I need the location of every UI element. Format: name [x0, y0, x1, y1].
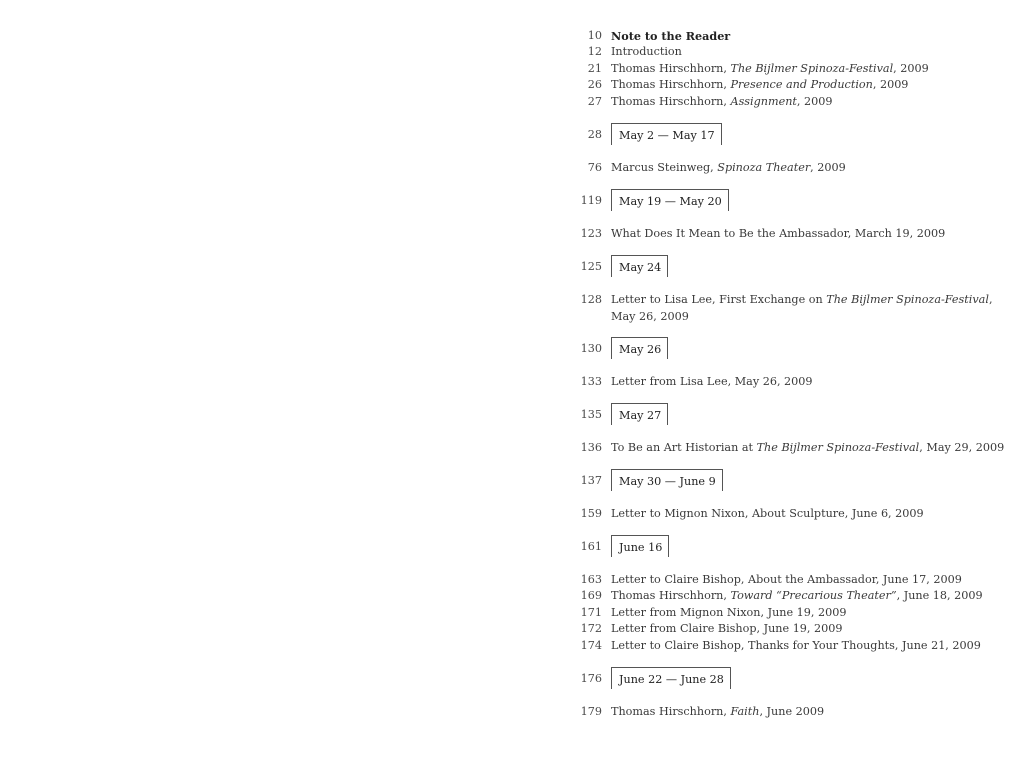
toc-italic-title: Assignment	[730, 95, 797, 108]
toc-entry-line	[619, 194, 722, 210]
toc-entry-line	[611, 61, 929, 78]
toc-entry-line	[619, 342, 661, 358]
toc-page-number: 27	[587, 95, 602, 108]
toc-text-segment: Thomas Hirschhorn,	[611, 589, 731, 602]
toc-text-segment: Letter from Mignon Nixon, June 19, 2009	[611, 606, 847, 619]
toc-text-segment: , June 18, 2009	[896, 589, 983, 602]
toc-entry-title	[611, 77, 908, 94]
toc-italic-title: Presence and Production	[730, 78, 873, 91]
toc-entry-title	[611, 440, 1004, 457]
toc-page-number: 171	[580, 606, 602, 619]
toc-text-segment: May 30 — June 9	[619, 475, 716, 488]
toc-entry-title	[611, 506, 924, 523]
toc-entry-title	[611, 226, 945, 243]
toc-text-segment: Letter to Claire Bishop, Thanks for Your Thoughts, June 21, 2009	[611, 639, 981, 652]
toc-page-number: 179	[580, 705, 602, 718]
toc-entry-line	[619, 260, 661, 276]
toc-section-label	[611, 337, 668, 359]
toc-entry-title	[611, 61, 929, 78]
toc-entry-title	[611, 28, 730, 45]
toc-page-number: 176	[580, 672, 602, 685]
toc-text-segment: , 2009	[810, 161, 846, 174]
toc-entry-line	[611, 588, 983, 605]
toc-entry-line	[619, 540, 662, 556]
toc-entry-title	[611, 94, 833, 111]
toc-entry-line	[611, 309, 993, 326]
toc-text-segment: May 26, 2009	[611, 309, 689, 323]
toc-page-number: 12	[587, 45, 602, 58]
toc-text-segment: , 2009	[872, 78, 909, 91]
toc-entry-title	[611, 160, 846, 177]
toc-italic-title: The Bijlmer Spinoza-Festival	[826, 293, 989, 306]
toc-entry-line	[619, 128, 715, 144]
toc-text-segment: Letter to Lisa Lee, First Exchange on	[611, 293, 827, 306]
toc-italic-title: The Bijlmer Spinoza-Festival	[730, 62, 894, 75]
toc-entry-line	[611, 77, 908, 94]
toc-entry-line	[611, 638, 981, 655]
toc-page-number: 125	[580, 260, 602, 273]
toc-entry-title	[611, 44, 682, 61]
toc-page-number: 174	[580, 639, 602, 652]
toc-entry-title	[611, 621, 843, 638]
toc-entry-title	[611, 292, 993, 325]
toc-text-segment: May 19 — May 20	[619, 195, 722, 208]
toc-page-number: 133	[580, 375, 602, 388]
toc-entry-title	[611, 572, 962, 589]
toc-page-number: 130	[580, 342, 602, 355]
toc-section-label	[611, 123, 722, 145]
toc-text-segment: What Does It Mean to Be the Ambassador, March 19, 2009	[611, 227, 946, 240]
toc-section-label	[611, 189, 729, 211]
toc-section-label	[611, 667, 731, 689]
toc-entry-line	[611, 292, 993, 309]
toc-text-segment: June 22 — June 28	[619, 673, 724, 686]
toc-section-label	[611, 469, 723, 491]
toc-text-segment: Letter to Mignon Nixon, About Sculpture, June 6, 2009	[611, 507, 924, 520]
toc-section-label	[611, 535, 669, 557]
toc-entry-line	[611, 605, 846, 622]
toc-entry-line	[611, 440, 1004, 457]
toc-text-segment: May 26	[619, 343, 662, 356]
toc-page-number: 123	[580, 227, 602, 240]
toc-page-number: 161	[580, 540, 602, 553]
toc-page-number: 21	[587, 62, 602, 75]
toc-text-segment: Thomas Hirschhorn,	[611, 95, 731, 108]
toc-page-number: 159	[580, 507, 602, 520]
toc-entry-title	[611, 374, 813, 391]
toc-entry-line	[611, 44, 682, 61]
toc-text-segment: Thomas Hirschhorn,	[611, 78, 731, 91]
toc-text-segment: Introduction	[611, 45, 682, 58]
toc-entry-line	[611, 226, 945, 243]
toc-entry-line	[619, 672, 724, 688]
toc-entry-line	[611, 374, 813, 391]
toc-page-number: 135	[580, 408, 602, 421]
toc-text-segment: Letter to Claire Bishop, About the Ambassador, June 17, 2009	[611, 573, 962, 586]
toc-entry-line	[619, 408, 661, 424]
toc-page-number: 76	[587, 161, 602, 174]
toc-page-number: 28	[587, 128, 602, 141]
toc-text-segment: Marcus Steinweg,	[611, 161, 718, 174]
toc-text-segment: , 2009	[893, 62, 929, 75]
toc-page-number: 26	[587, 78, 602, 91]
toc-entry-line	[611, 94, 833, 111]
toc-entry-line	[611, 506, 924, 523]
toc-entry-title	[611, 588, 983, 605]
toc-text-segment: Thomas Hirschhorn,	[611, 62, 731, 75]
toc-italic-title: Faith	[730, 705, 760, 718]
toc-entry-line	[611, 160, 846, 177]
toc-entry-title	[611, 638, 981, 655]
toc-text-segment: June 16	[619, 541, 663, 554]
toc-text-segment: , 2009	[796, 95, 833, 108]
toc-page-number: 137	[580, 474, 602, 487]
toc-text-segment: Letter from Lisa Lee, May 26, 2009	[611, 375, 813, 388]
toc-page-number: 119	[580, 194, 602, 207]
toc-page-number: 169	[580, 589, 602, 602]
toc-page-number: 163	[580, 573, 602, 586]
toc-section-label	[611, 255, 668, 277]
toc-entry-line	[619, 474, 716, 490]
toc-text-segment: ,	[988, 293, 993, 306]
toc-text-segment: May 24	[619, 261, 662, 274]
toc-entry-line	[611, 621, 843, 638]
toc-text-segment: Thomas Hirschhorn,	[611, 705, 731, 718]
toc-entry-title	[611, 605, 846, 622]
toc-page-number: 172	[580, 622, 602, 635]
toc-text-segment: To Be an Art Historian at	[611, 441, 757, 454]
toc-section-label	[611, 403, 668, 425]
toc-page-number: 128	[580, 293, 602, 306]
toc-text-segment: May 27	[619, 409, 662, 422]
toc-entry-line	[611, 704, 824, 721]
toc-entry-line	[611, 572, 962, 589]
toc-text-segment: May 2 — May 17	[619, 129, 715, 142]
toc-text-segment: Letter from Claire Bishop, June 19, 2009	[611, 622, 843, 635]
toc-entry-line	[611, 28, 730, 45]
toc-italic-title: Spinoza Theater	[717, 161, 811, 174]
toc-italic-title: The Bijlmer Spinoza-Festival	[756, 441, 920, 454]
toc-page-number: 136	[580, 441, 602, 454]
toc-page-number: 10	[587, 29, 602, 42]
toc-italic-title: Toward “Precarious Theater”	[730, 589, 897, 602]
toc-text-segment: , May 29, 2009	[919, 441, 1005, 454]
toc-text-segment: Note to the Reader	[611, 29, 731, 43]
toc-entry-title	[611, 704, 824, 721]
toc-text-segment: , June 2009	[759, 705, 825, 718]
